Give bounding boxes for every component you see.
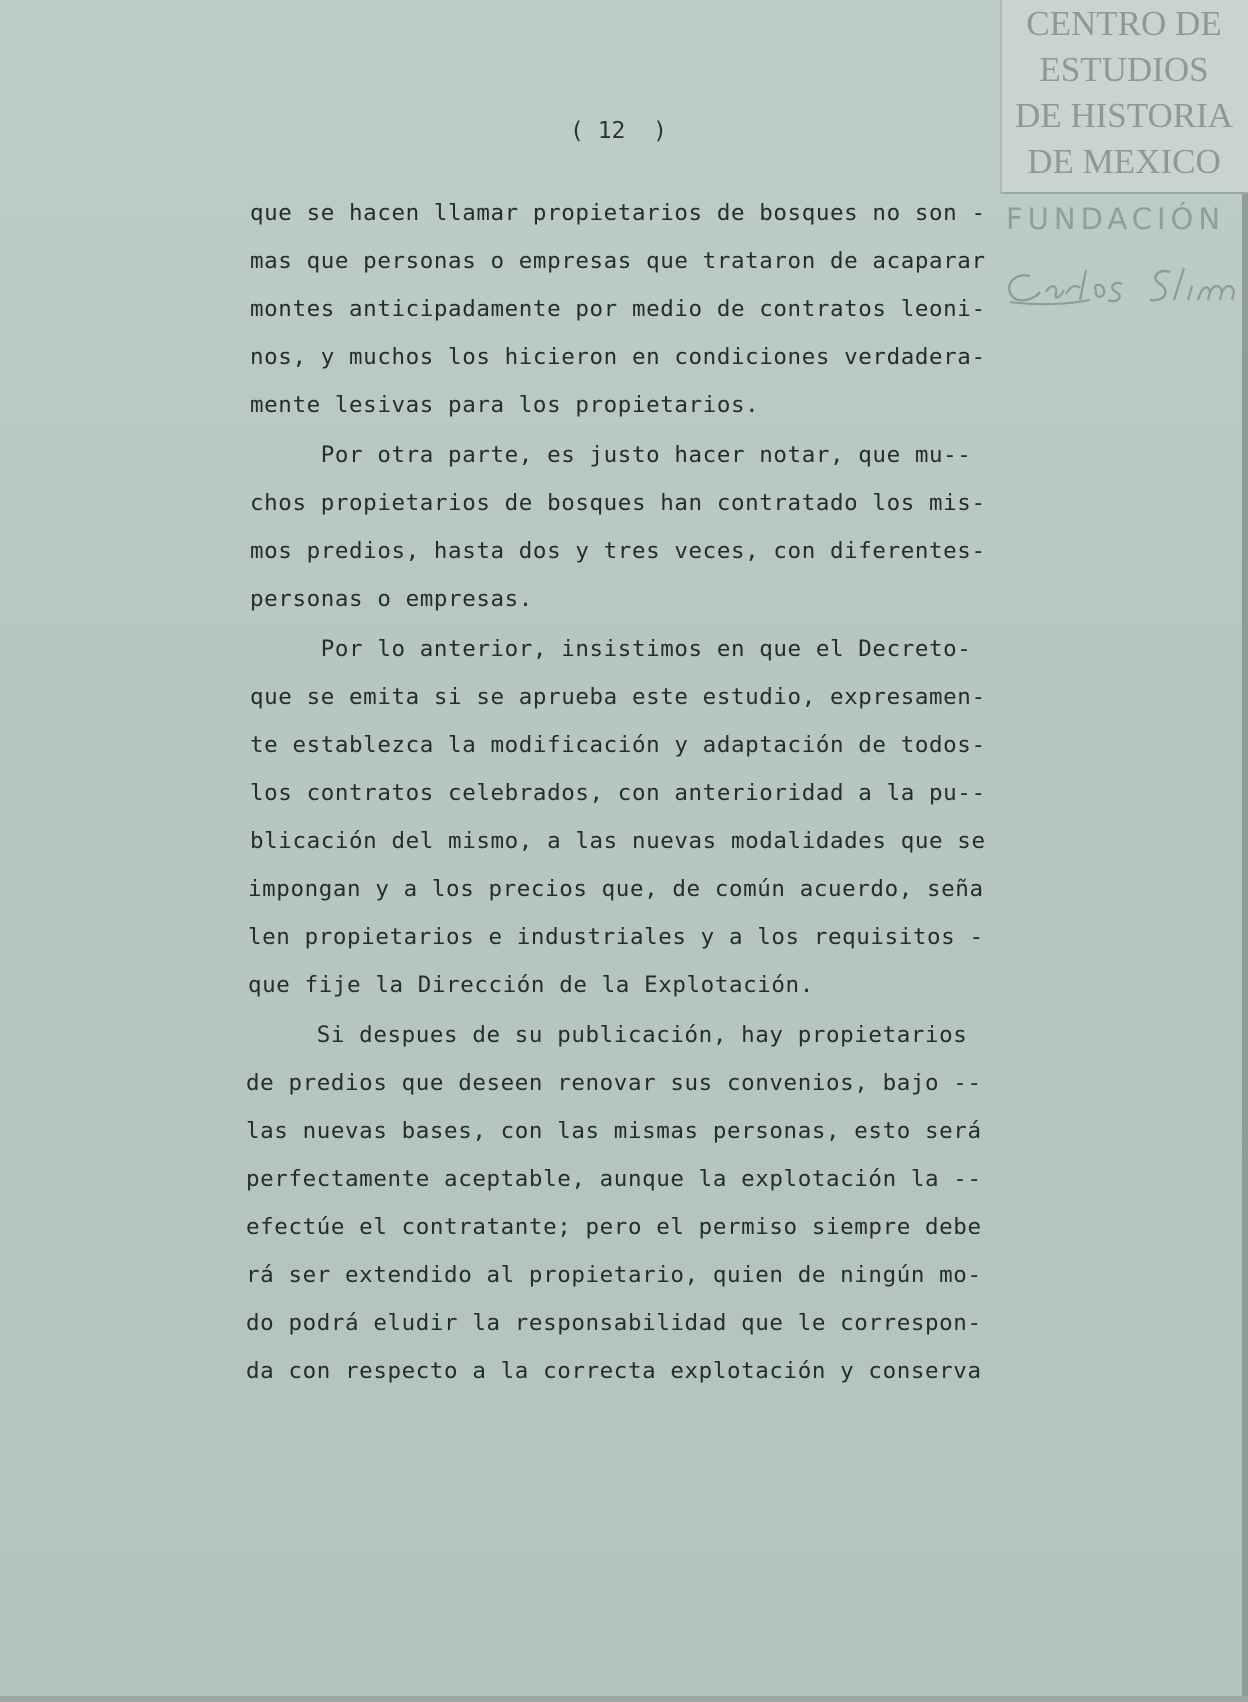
- body-line-18: Si despues de su publicación, hay propietarios: [246, 1022, 968, 1048]
- body-line-10: Por lo anterior, insistimos en que el Decreto-: [250, 636, 972, 662]
- body-line-3: montes anticipadamente por medio de contratos leoni-: [250, 296, 986, 322]
- stamp-line-3: DE HISTORIA: [1014, 96, 1234, 135]
- page-number: ( 12 ): [570, 118, 667, 144]
- stamp-line-4: DE MEXICO: [1027, 142, 1221, 181]
- body-line-15: impongan y a los precios que, de común acuerdo, seña: [248, 876, 984, 902]
- archive-watermark-stamp: [1000, 0, 1248, 310]
- body-line-8: mos predios, hasta dos y tres veces, con diferentes-: [250, 538, 986, 564]
- body-line-17: que fije la Dirección de la Explotación.: [248, 972, 814, 998]
- body-line-13: los contratos celebrados, con anterioridad a la pu--: [250, 780, 986, 806]
- body-line-16: len propietarios e industriales y a los requisitos -: [248, 924, 984, 950]
- body-line-14: blicación del mismo, a las nuevas modalidades que se: [250, 828, 986, 854]
- stamp-line-1: CENTRO DE: [1026, 4, 1222, 43]
- body-line-2: mas que personas o empresas que trataron de acaparar: [250, 248, 986, 274]
- body-line-7: chos propietarios de bosques han contratado los mis-: [250, 490, 986, 516]
- body-line-23: rá ser extendido al propietario, quien de ningún mo-: [246, 1262, 982, 1288]
- body-line-12: te establezca la modificación y adaptación de todos-: [250, 732, 986, 758]
- body-line-21: perfectamente aceptable, aunque la explotación la --: [246, 1166, 982, 1192]
- stamp-foundation-label: FUNDACIÓN: [1006, 202, 1226, 236]
- body-line-9: personas o empresas.: [250, 586, 533, 612]
- body-line-22: efectúe el contratante; pero el permiso siempre debe: [246, 1214, 982, 1240]
- body-line-4: nos, y muchos los hicieron en condiciones verdadera-: [250, 344, 986, 370]
- body-line-25: da con respecto a la correcta explotación y conserva: [246, 1358, 982, 1384]
- stamp-line-2: ESTUDIOS: [1039, 50, 1209, 89]
- body-line-24: do podrá eludir la responsabilidad que le correspon-: [246, 1310, 982, 1336]
- body-line-5: mente lesivas para los propietarios.: [250, 392, 760, 418]
- body-line-1: que se hacen llamar propietarios de bosques no son -: [250, 200, 986, 226]
- signature-logo-icon: [1000, 262, 1240, 310]
- body-line-19: de predios que deseen renovar sus convenios, bajo --: [246, 1070, 982, 1096]
- body-line-11: que se emita si se aprueba este estudio, expresamen-: [250, 684, 986, 710]
- page-edge-bottom: [0, 1696, 1248, 1702]
- body-line-6: Por otra parte, es justo hacer notar, que mu--: [250, 442, 972, 468]
- body-line-20: las nuevas bases, con las mismas personas, esto será: [246, 1118, 982, 1144]
